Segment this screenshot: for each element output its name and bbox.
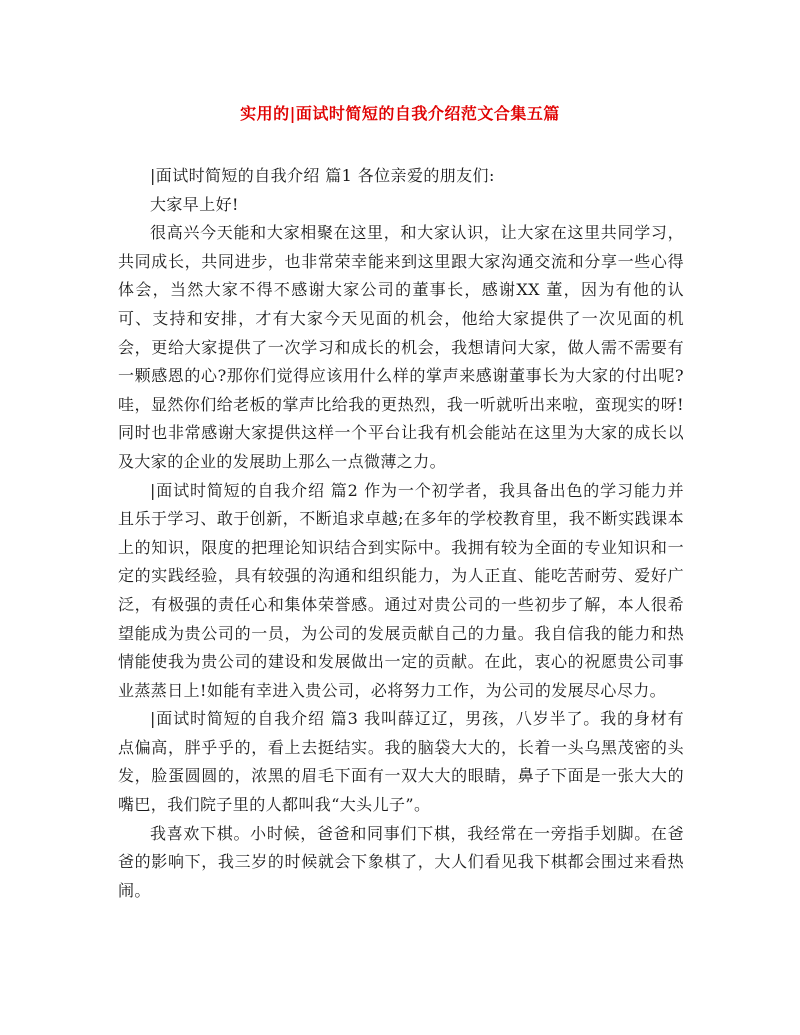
paragraph-good-morning: 大家早上好! bbox=[150, 194, 239, 214]
paragraph-chess: 我喜欢下棋。小时候，爸爸和同事们下棋，我经常在一旁指手划脚。在爸爸的影响下，我三岁的时候就会下象棋了，大人们看见我下棋都会围过来看热闹。 bbox=[118, 823, 684, 900]
paragraph-article-3: |面试时简短的自我介绍 篇3 我叫薛辽辽，男孩，八岁半了。我的身材有点偏高，胖乎乎的，看上去挺结实。我的脑袋大大的，长着一头乌黑茂密的头发，脸蛋圆圆的，浓黑的眉毛下面有一双大大的眼睛，鼻子下面是一张大大的嘴巴，我们院子里的人都叫我“大头儿子”。 bbox=[118, 709, 684, 815]
paragraph-greeting: |面试时简短的自我介绍 篇1 各位亲爱的朋友们: bbox=[150, 166, 495, 185]
document-body bbox=[118, 162, 684, 905]
document-title: 实用的|面试时简短的自我介绍范文合集五篇 bbox=[240, 104, 560, 123]
paragraph-speech: 很高兴今天能和大家相聚在这里，和大家认识，让大家在这里共同学习，共同成长，共同进步，也非常荣幸能来到这里跟大家沟通交流和分享一些心得体会，当然大家不得不感谢大家公司的董事长，感谢XX 董，因为有他的认可、支持和安排，才有大家今天见面的机会，他给大家提供了一次见面的机会，更给大家提供了一次学习和成长的机会，我想请问大家，做人需不需要有一颗感恩的心?那你们觉得应该用什么样的掌声来感谢董事长为大家的付出呢?哇，显然你们给老板的掌声比给我的更热烈，我一听就听出来啦，蛮现实的呀!同时也非常感谢大家提供这样一个平台让我有机会能站在这里为大家的成长以及大家的企业的发展助上那么一点微薄之力。 bbox=[118, 223, 684, 471]
paragraph-article-2: |面试时简短的自我介绍 篇2 作为一个初学者，我具备出色的学习能力并且乐于学习、敢于创新，不断追求卓越;在多年的学校教育里，我不断实践课本上的知识，限度的把理论知识结合到实际中。我拥有较为全面的专业知识和一定的实践经验，具有较强的沟通和组织能力，为人正直、能吃苦耐劳、爱好广泛，有极强的责任心和集体荣誉感。通过对贵公司的一些初步了解，本人很希望能成为贵公司的一员，为公司的发展贡献自己的力量。我自信我的能力和热情能使我为贵公司的建设和发展做出一定的贡献。在此，衷心的祝愿贵公司事业蒸蒸日上!如能有幸进入贵公司，必将努力工作，为公司的发展尽心尽力。 bbox=[118, 480, 684, 700]
